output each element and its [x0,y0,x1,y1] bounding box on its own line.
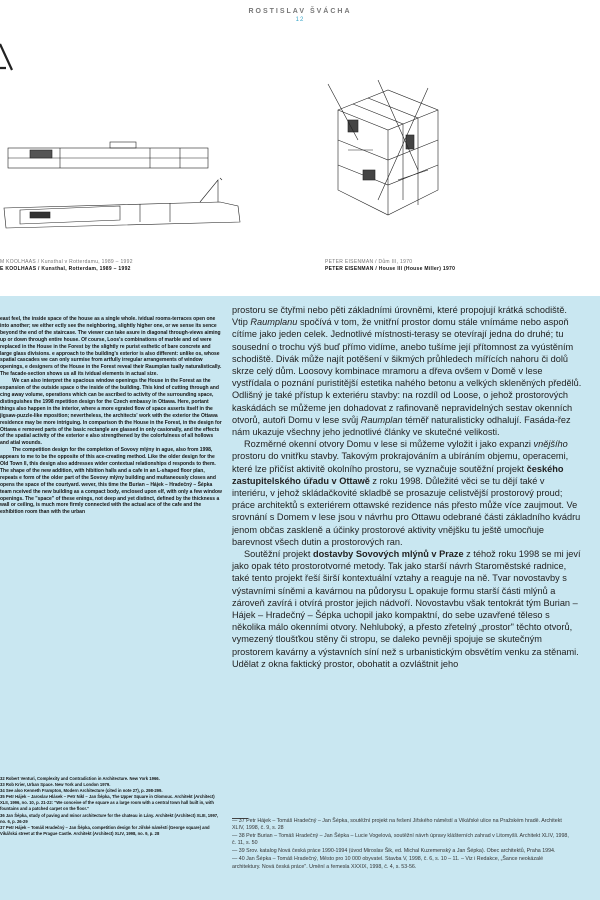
english-paragraph-1: east feel, the inside space of the house as a single whole. ividual rooms-terraces open one into another; we either ectly see the neighboring, slightly higher one, or we sense its sence beyond the end of the staircase. The viewer can take asure in diagonal through-views aiming up or down through entire house. Of course, Loos's combinations of marble and od were replaced in the House in the Forest by the slightly re purist esthetic of bare concrete and large glass divisions. e approach to the building's exterior is also different: unlike os, whose spatial cascades we can only surmise from artfully irregular arrangements of window openings, e designers of the House in the Forest reveal their Raumplan tually naturalistically. The facade-section shows us all its ividual elements in actual size. [0,316,222,378]
czech-p2-strong: českého zastupitelského úřadu v Ottawě [232,463,564,486]
kunsthal-elevation-drawing [0,140,250,240]
czech-p2-part-b: prostoru do vnitřku stavby. Takovým prokrajováním a ubíráním objemu, operacemi, které lze přičíst aktivitě okolního prostoru, se vyznačuje soutěžní projekt [232,451,569,474]
czech-p1-emphasis-1: Raumplanu [250,317,298,328]
caption-kunsthal-english: E KOOLHAAS / Kunsthal, Rotterdam, 1989 – 1992 [0,266,131,272]
footnote-37: — 37 Petr Hájek – Tomáš Hradečný – Jan Šépka, soutěžní projekt na řešení Jiřského náměstí a Vikářské ulice na Pražském hradě. Architekt XLIV, 1998, č. 9, s. 28 [232,818,562,832]
czech-p3-part-b: z téhož roku 1998 se mi jeví jako opak této prostorotvorné metody. Tak jako starší návrh Staroměstské radnice, také tento projekt řeší širší kontextuální vztahy a reaguje na ně. Tvar novostavby s výstavními síněmi a kavárnou na půdorysu L opakuje formu starší části mlýnů a zároveň zavírá i otvírá prostor jejich nádvoří. Novostavbu však tentokrát tým Burian – Hájek – Hradečný – Šépka uchopil jako kompaktní, do sebe uzavřené těleso s několika málo okenními otvory. Nehluboký, a přesto zřetelný „prostor" těchto otvorů, vymezený tloušťkou stěny či stropu, se daleko pevněji spojuje se skutečným prostorem kavárny a výstavních síní než s urbanistickým obsvětím venku za stěnami. Udělat z okna faktický prostor, obohatit a ozvláštnit jeho [232,549,581,669]
caption-house-iii-czech: PETER EISENMAN / Dům III, 1970 [325,259,413,265]
caption-house-iii [325,259,455,273]
czech-p1-part-c: téměř naturalisticky odhalují. Fasáda-řez nám ukazuje všechny jeho jednotlivé články ve skutečné velikosti. [232,414,571,438]
czech-text-column [232,304,582,670]
czech-p1-part-b: spočívá v tom, že vnitřní prostor domu stále vnímáme nebo aspoň cítíme jako jeden celek. Jednotlivé místnosti-terasy se otevírají jedna do druhé; tu sousední o trochu výš buď přímo vidíme, anebo tušíme její přítomnost za vyústěním schodiště. Divák může najít potěšení v šikmých průhledech mířících nahoru či dolů skrze celý dům. Loosovy kombinace mramoru a dřeva ovšem v Domě v lese vystřídala o poznání puristitější estetika nahého betonu a velkých skleněných předělů. Odlišný je také přístup k exteriéru stavby: na rozdíl od Loose, o jehož prostorových kaskádách se můžeme jen dohadovat z rafinovaně nepravidelných sestav okenních otvorů, autoři Domu v lese svůj [232,317,582,425]
english-paragraph-2: We can also interpret the spacious window openings the House in the Forest as the expansion of the outside space o the inside of the building. This kind of cutting through and cing away volume, operations which can be ascribed to activity of the surrounding space, distinguishes the 1998 mpetition design for the Czech embassy in Ottawa. Here, portant things also happen in the interior, where a more egrated flow of space asserts itself in the jigsaw-puzzle-like mposition; nevertheless, the architects' work with the exterior the Ottawa residence may be more intriguing. In comparison th the House in the Forest, in the design for Ottawa e removed parts of the basic rectangle are glassed in only casionally, and the effects of the spatial activity of the exterior e also strengthened by the colorfulness of all hollows and atial wounds. [0,378,222,447]
czech-p1-part-a: prostoru se čtyřmi nebo pěti základními úrovněmi, které propojují krátká schodiště. Vtip [232,305,567,328]
partial-drawing-corner [0,42,26,72]
english-text-column [0,316,222,836]
footnote-40: — 40 Jan Šépka – Tomáš Hradečný, Město pro 10 000 obyvatel. Stavba V, 1998, č. 6, s. 10 – 11. – Viz i Redakce, „Šance neokázalé architektury. Nová česká práce". Umění a řemesla XXXIX, 1998, č. 4, s. 53-56. [232,856,544,870]
english-note-36: 36 Jan Šépka, study of paving and minor architecture for the chateau in Lány. Architekt (Architect) XLIII, 1997, no. 6, p. 26-29 [0,812,219,824]
english-note-33: 33 Rob Krier, Urban Space. New York and London 1979. [0,782,111,788]
english-note-37: 37 Petr Hájek – Tomáš Hradečný – Jan Šépka, competition design for Jiřské náměstí (George square) and Vikářská street at the Prague Castle. Architekt (Architect) XLIV, 1998, no. 9, p. 28 [0,824,210,836]
footnote-38: — 38 Petr Burian – Tomáš Hradečný – Jan Šépka – Lucie Vogelová, soutěžní návrh úpravy klášterních zahrad v Litomyšli. Architekt XLIV, 1998, č. 11, s. 50 [232,833,569,847]
czech-p3-strong: dostavby Sovových mlýnů v Praze [312,549,464,560]
czech-p1-emphasis-2: Raumplan [360,414,403,425]
footnote-39: — 39 Srov. katalog Nová česká práce 1990-1994 (úvod Miroslav Šik, ed. Michal Kuzemenský a Jan Šépka). Obec architektů, Praha 1994. [232,848,556,855]
running-header [0,8,600,23]
caption-kunsthal [0,259,133,273]
czech-paragraph-3 [232,548,582,670]
caption-kunsthal-czech: M KOOLHAAS / Kunsthal v Rotterdamu, 1989 – 1992 [0,259,133,265]
english-note-35: 35 Petr Hájek – Jaroslav Hlásek – Petr Nikl – Jan Šépka, The Upper Square in Olomouc. Architekt (Architect) XLII, 1996, no. 10, p. 21-22: "We conceive of the square as a large room with a central town hall built in, with fountains and a patched carpet on the floor." [0,794,215,812]
czech-p3-part-a: Soutěžní projekt [244,549,313,560]
czech-p2-part-c: z roku 1998. Důležité věci se tu dějí také v interiéru, v jehož skládačkovité skladbě se prosazuje celistvější prostorový proud; práce architektů s exteriérem ottawské rezidence nás přesto může více zaujmout. Ve srovnání s Domem v lese jsou v návrhu pro Ottawu odebrané části základního kvádru jenom občas zaskleně a účinky prostorové aktivity vnějšku tu ještě umocňuje barevnost všech dutin a prostorových ran. [232,475,581,547]
english-note-32: 32 Robert Venturi, Complexity and Contradiction in Architecture. New York 1966. [0,776,160,781]
czech-p2-emphasis: vnějšího [533,439,568,450]
page-number: 12 [295,17,305,23]
czech-p2-part-a: Rozměrné okenní otvory Domu v lese si můžeme vyložit i jako expanzi [244,439,534,450]
author-name: ROSTISLAV ŠVÁCHA [248,8,352,15]
czech-paragraph-2 [232,438,582,548]
english-paragraph-3: The competition design for the completion of Sovovy mlýny in ague, also from 1998, appears to me to be the opposite of this ace-creating method. Like the older design for the Old Town ll, this design also addresses wider contextual relationships d responds to them. The shape of the new addition, with hibition halls and a cafe in an L-shaped floor plan, repeats e form of the older part of the Sovovy mlýny building and multaneously closes and opens the space of the courtyard. wever, this time the Burian – Hájek – Hradečný – Šépka team nceived the new building as a compact body, enclosed upon elf, with only a few window openings. The "space" of these enings, not deep and yet distinct, defined by the thickness a wall or ceiling, is much more firmly connected with the actual ace of the cafe and the exhibition room than with the urban [0,447,222,516]
caption-house-iii-english: PETER EISENMAN / House III (House Miller) 1970 [325,266,456,272]
english-note-34: 34 See also Kenneth Frampton, Modern Architecture (cited in note 27), p. 298-299. [0,788,163,794]
english-notes [0,776,222,837]
czech-paragraph-1 [232,304,582,438]
house-iii-axonometric-drawing [318,80,448,230]
czech-footnotes [232,818,572,872]
